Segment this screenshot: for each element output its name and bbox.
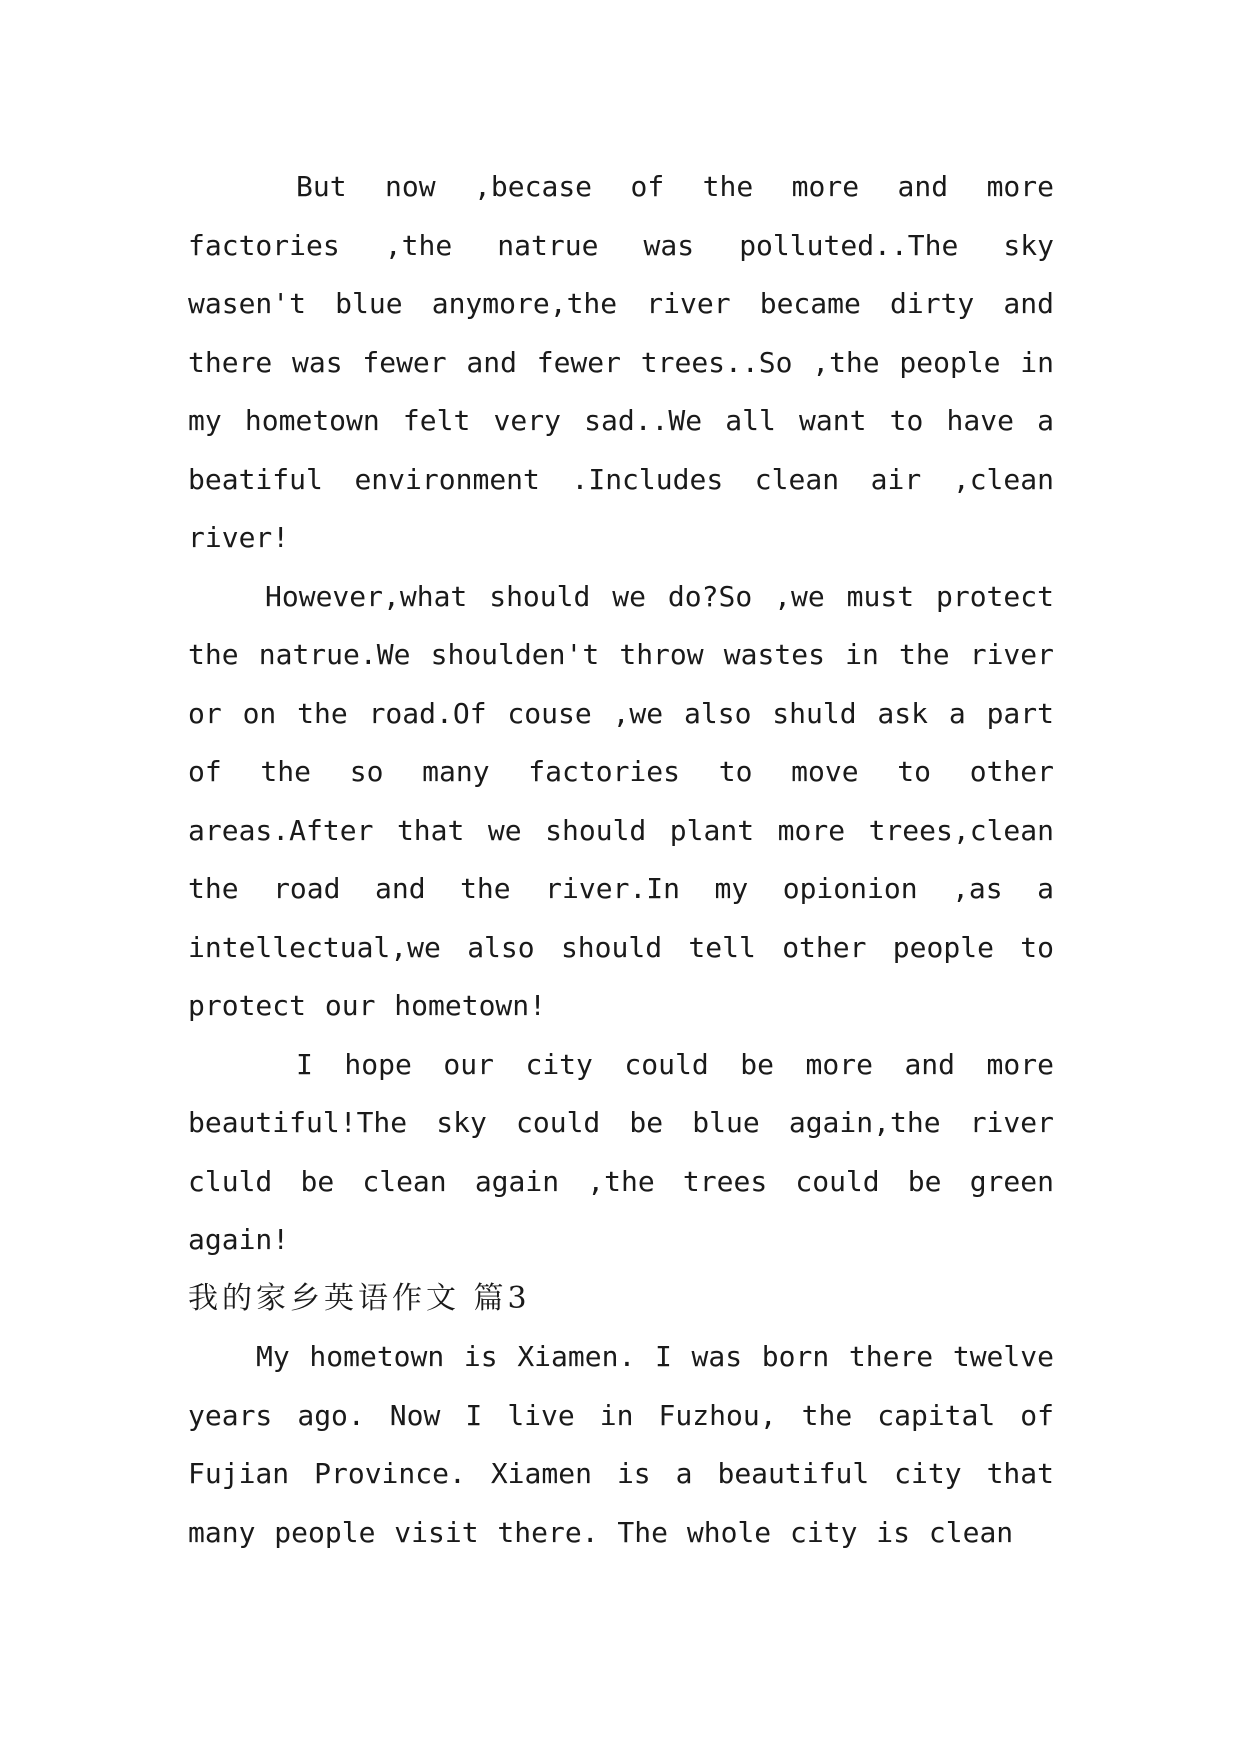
paragraph-pollution: But now ,becase of the more and more factories ,the natrue was polluted..The sky wasen't blue anymore,the river became dirty and there was fewer and fewer trees..So ,the people in my hometown felt very sad..We all want to have a beatiful environment .Includes clean air ,clean river! xyxy=(188,170,1054,554)
section-heading: 我的家乡英语作文 篇3 xyxy=(188,1280,531,1316)
paragraph-protection: However,what should we do?So ,we must protect the natrue.We shoulden't throw wastes in the river or on the road.Of couse ,we also shuld ask a part of the so many factories to move to other areas.After that we should plant more trees,clean the road and the river.In my opionion ,as a intellectual,we also should tell other people to protect our hometown! xyxy=(188,579,1054,1022)
paragraph-xiamen: My hometown is Xiamen. I was born there twelve years ago. Now I live in Fuzhou, the capital of Fujian Province. Xiamen is a beautiful city that many people visit there. The whole city is clean xyxy=(188,1340,1054,1549)
paragraph-hope: I hope our city could be more and more beautiful!The sky could be blue again,the river cluld be clean again ,the trees could be green again! xyxy=(188,1047,1054,1256)
document-body xyxy=(188,158,1054,1562)
